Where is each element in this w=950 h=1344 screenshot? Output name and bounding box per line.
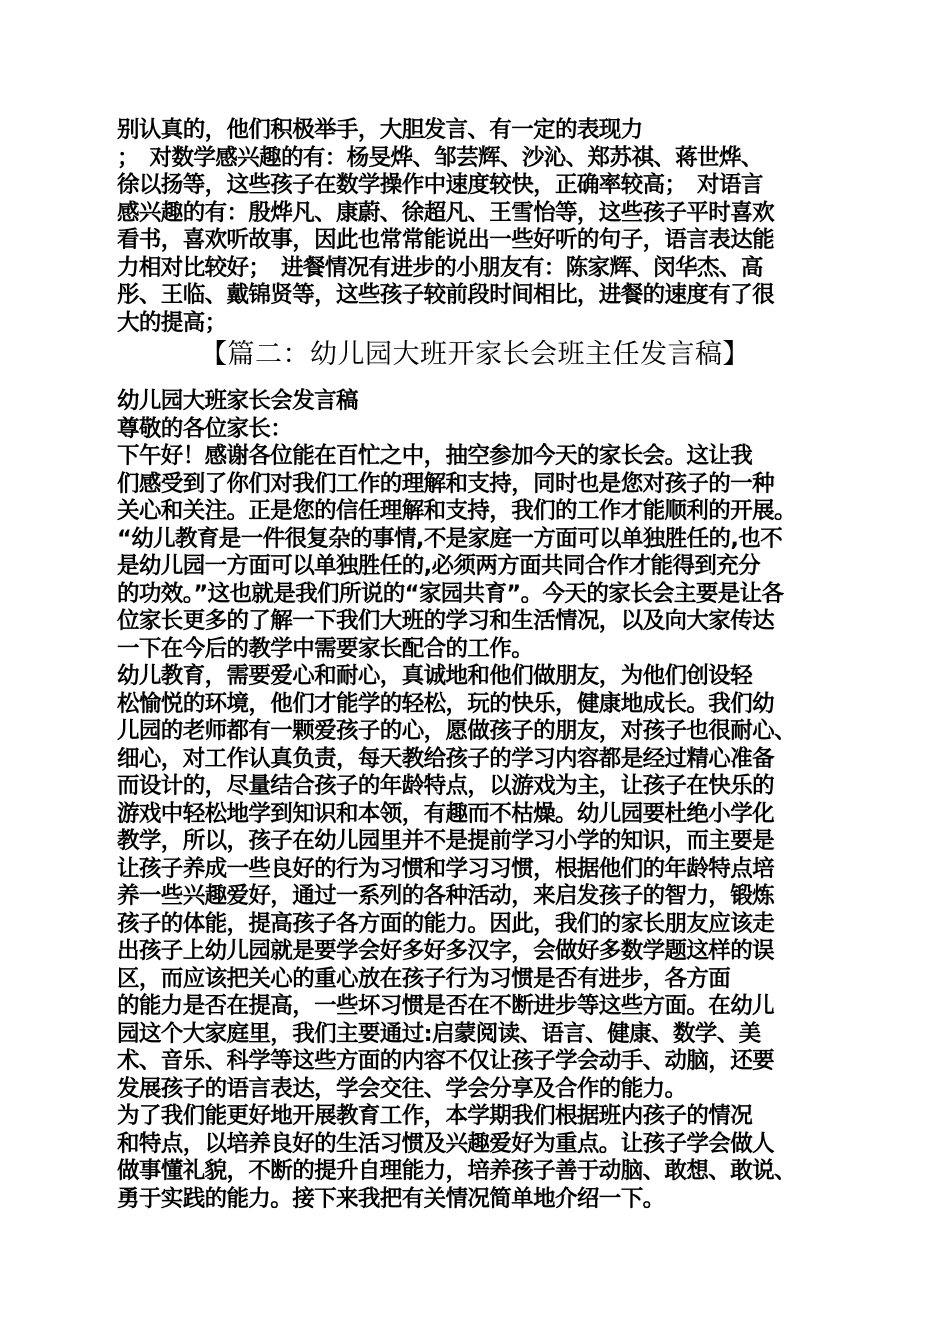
text-line: 彤、王临、戴锦贤等，这些孩子较前段时间相比，进餐的速度有了很 [117, 282, 775, 308]
text-line: 是幼儿园一方面可以单独胜任的,必须两方面共同合作才能得到充分 [117, 553, 761, 579]
text-line: 做事懂礼貌，不断的提升自理能力，培养孩子善于动脑、敢想、敢说、 [117, 1158, 796, 1184]
text-line: 细心，对工作认真负责，每天教给孩子的学习内容都是经过精心准备 [117, 745, 775, 772]
text-line: 教学，所以，孩子在幼儿园里并不是提前学习小学的知识，而主要是 [117, 828, 775, 854]
text-line: 大的提高； [117, 309, 227, 336]
text-line: “幼儿教育是一件很复杂的事情,不是家庭一方面可以单独胜任的,也不 [117, 525, 783, 552]
text-line: 为了我们能更好地开展教育工作，本学期我们根据班内孩子的情况 [117, 1103, 753, 1129]
text-line: 下午好！感谢各位能在百忙之中，抽空参加今天的家长会。这让我 [117, 443, 753, 469]
text-line: 别认真的，他们积极举手，大胆发言、有一定的表现力 [117, 117, 643, 143]
text-line: 养一些兴趣爱好，通过一系列的各种活动，来启发孩子的智力，锻炼 [117, 883, 775, 909]
text-line: 孩子的体能，提高孩子各方面的能力。因此，我们的家长朋友应该走 [117, 910, 775, 937]
text-line: 幼儿教育，需要爱心和耐心，真诚地和他们做朋友，为他们创设轻 [117, 663, 753, 689]
text-line: ； 对数学感兴趣的有：杨旻烨、邹芸辉、沙沁、郑苏祺、蒋世烨、 [117, 144, 763, 171]
text-line: 儿园的老师都有一颗爱孩子的心，愿做孩子的朋友，对孩子也很耐心、 [117, 718, 796, 744]
text-line: 感兴趣的有：殷烨凡、康蔚、徐超凡、王雪怡等，这些孩子平时喜欢 [117, 199, 775, 226]
text-line: 勇于实践的能力。接下来我把有关情况简单地介绍一下。 [117, 1185, 665, 1212]
text-line: 让孩子养成一些良好的行为习惯和学习习惯，根据他们的年龄特点培 [117, 855, 775, 882]
text-line: 力相对比较好； 进餐情况有进步的小朋友有：陈家辉、闵华杰、高 [117, 254, 763, 281]
text-line: 区，而应该把关心的重心放在孩子行为习惯是否有进步，各方面 [117, 965, 731, 992]
section-heading: 【篇二：幼儿园大班开家长会班主任发言稿】 [200, 339, 750, 370]
text-line: 的功效。”这也就是我们所说的“家园共育”。今天的家长会主要是让各 [117, 580, 784, 607]
text-line: 关心和关注。正是您的信任理解和支持，我们的工作才能顺利的开展。 [117, 498, 796, 524]
text-line: 发展孩子的语言表达，学会交往、学会分享及合作的能力。 [117, 1075, 687, 1102]
text-line: 术、音乐、科学等这些方面的内容不仅让孩子学会动手、动脑，还要 [117, 1048, 775, 1074]
text-line: 一下在今后的教学中需要家长配合的工作。 [117, 635, 534, 662]
text-line: 游戏中轻松地学到知识和本领，有趣而不枯燥。幼儿园要杜绝小学化 [117, 800, 775, 827]
text-line: 的能力是否在提高，一些坏习惯是否在不断进步等这些方面。在幼儿 [117, 993, 775, 1019]
text-line: 园这个大家庭里，我们主要通过:启蒙阅读、语言、健康、数学、美 [117, 1020, 761, 1047]
speech-title: 幼儿园大班家长会发言稿 [117, 388, 358, 414]
text-line: 们感受到了你们对我们工作的理解和支持，同时也是您对孩子的一种 [117, 470, 775, 497]
text-line: 出孩子上幼儿园就是要学会好多好多汉字，会做好多数学题这样的误 [117, 938, 775, 964]
text-line: 徐以扬等，这些孩子在数学操作中速度较快，正确率较高； 对语言 [117, 172, 763, 198]
text-line: 松愉悦的环境，他们才能学的轻松，玩的快乐，健康地成长。我们幼 [117, 690, 775, 717]
salutation: 尊敬的各位家长： [117, 415, 293, 442]
text-line: 位家长更多的了解一下我们大班的学习和生活情况，以及向大家传达 [117, 608, 775, 634]
text-line: 而设计的，尽量结合孩子的年龄特点，以游戏为主，让孩子在快乐的 [117, 773, 775, 799]
text-line: 和特点，以培养良好的生活习惯及兴趣爱好为重点。让孩子学会做人 [117, 1130, 775, 1157]
speech-body [117, 388, 857, 1213]
intro-paragraph [117, 117, 857, 337]
text-line: 看书，喜欢听故事，因此也常常能说出一些好听的句子，语言表达能 [117, 227, 775, 253]
